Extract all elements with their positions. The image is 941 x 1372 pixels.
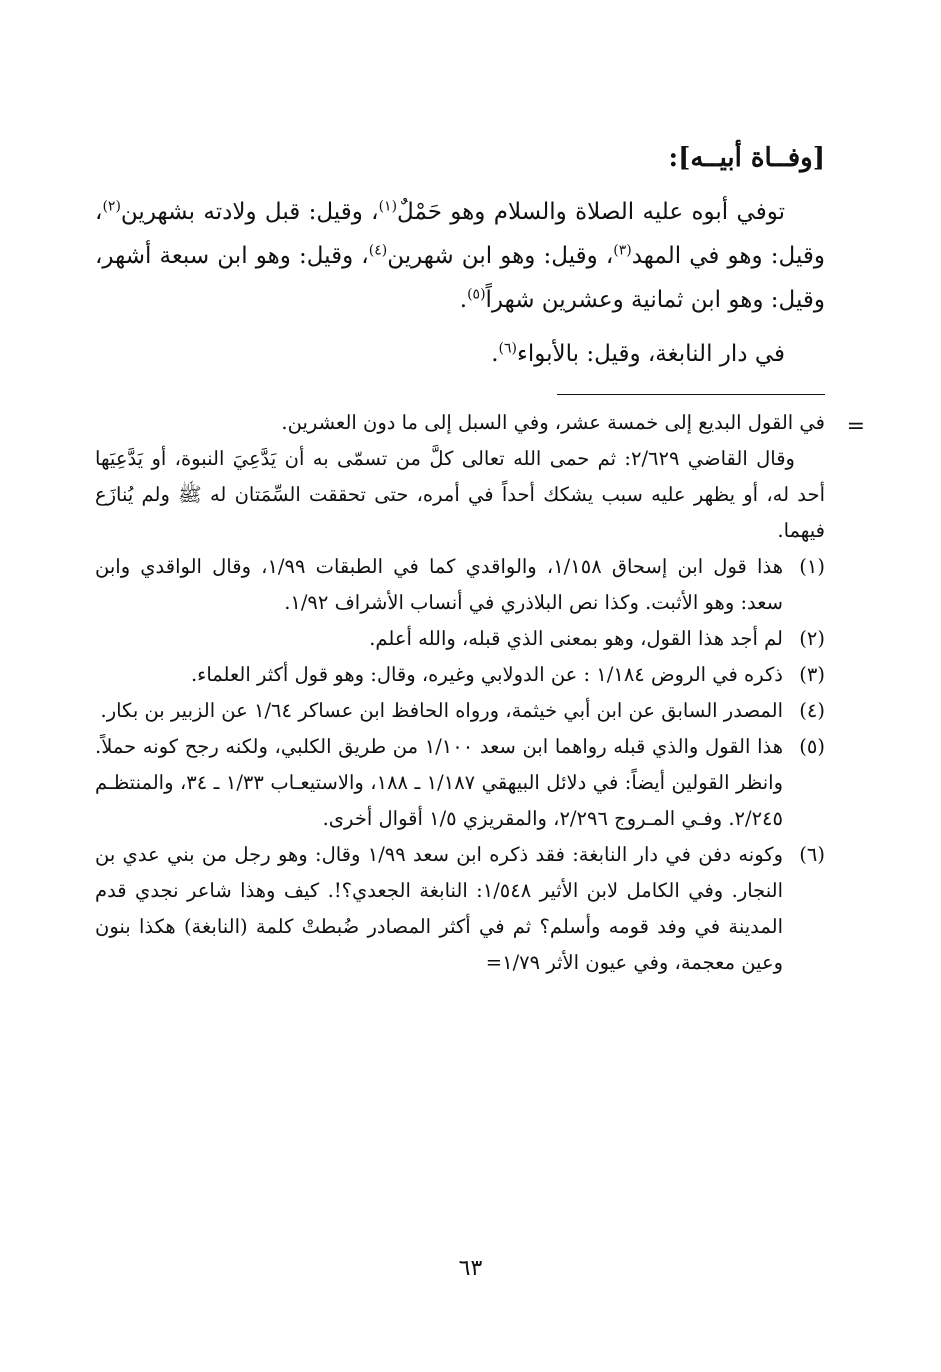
footnote-ref[interactable]: (٣) [613,242,632,259]
text-run: في دار النابغة، وقيل: بالأبواء [517,341,785,367]
page-content [95,138,865,981]
footnote-text: ذكره في الروض ١/١٨٤ : عن الدولابي وغيره، وقال: وهو قول أكثر العلماء. [190,663,783,686]
footnote-text: هذا القول والذي قبله رواهما ابن سعد ١/١٠٠ من طريق الكلبي، ولكنه رجح كونه حملاً. وانظر القولين أيضاً: في دلائل البيهقي ١/١٨٧ ـ ١٨٨، والاستيعـاب ١/٣٣ ـ ٣٤، والمنتظـم ٢/٢٤٥. وفـي المـروج ٢/٢٩٦، والمقريزي ١/٥ أقوال أخرى. [95,735,783,830]
footnote-number: (١) [799,555,825,578]
footnote-number: (٣) [799,663,825,686]
text-run: . [459,287,468,313]
footnote-ref[interactable]: (٢) [102,198,121,215]
footnote-text: هذا قول ابن إسحاق ١/١٥٨، والواقدي كما في الطبقات ١/٩٩، وقال الواقدي وابن سعد: وهو الأثبت. وكذا نص البلاذري في أنساب الأشراف ١/٩٢. [95,555,783,614]
footnotes [95,405,865,981]
text-run: ، وقيل: وهو ابن سبعة أشهر، وقيل: وهو ابن ثمانية وعشرين شهراً [95,243,825,313]
footnote-ref[interactable]: (٥) [467,286,486,303]
section-heading: [وفــاة أبيــه]: [668,143,825,173]
footnote-ref[interactable]: (٤) [368,242,388,259]
footnote-continuation: وقال القاضي ٢/٦٢٩: ثم حمى الله تعالى كلَّ من تسمّى به أن يَدَّعِيَ النبوة، أو يَدَّعِيَها أحد له، أو يظهر عليه سبب يشكك أحداً في أمره، حتى تحققت السِّمَتان له ﷺ ولم يُنازَع فيهما. [95,447,825,542]
footnote-number: (٢) [799,627,825,650]
paragraph [95,190,825,322]
text-run: ، وقيل: وهو ابن شهرين [387,243,614,269]
footnote-separator [557,394,825,395]
footnote-item [95,621,825,657]
footnote-text: لم أجد هذا القول، وهو بمعنى الذي قبله، والله أعلم. [369,627,783,650]
footnote-item [95,657,825,693]
footnote-number: (٤) [799,699,825,722]
text-run: . [491,341,499,367]
footnote-number: (٥) [799,735,825,758]
text-run: ، وقيل: وهو في المهد [95,199,825,269]
footnote-item [95,693,825,729]
paragraph [95,332,825,376]
footnote-item [95,837,825,981]
footnote-text: المصدر السابق عن ابن أبي خيثمة، ورواه الحافظ ابن عساكر ١/٦٤ عن الزبير بن بكار. [100,699,783,722]
main-text [95,190,825,376]
page-number: ٦٣ [458,1256,483,1281]
footnote-ref[interactable]: (٦) [498,340,518,357]
footnote-ref[interactable]: (١) [378,198,398,215]
footnote-text: وكونه دفن في دار النابغة: فقد ذكره ابن سعد ١/٩٩ وقال: وهو رجل من بني عدي بن النجار. وفي الكامل لابن الأثير ١/٥٤٨: النابغة الجعدي؟!. كيف وهذا شاعر نجدي قدم المدينة في وفد قومه وأسلم؟ ثم في أكثر المصادر ضُبطتْ كلمة (النابغة) هكذا بنون وعين معجمة، وفي عيون الأثر ١/٧٩= [95,843,784,974]
continuation-mark: = [846,414,865,439]
text-run: توفي أبوه عليه الصلاة والسلام وهو حَمْلٌ [397,199,785,225]
footnote-continuation: في القول البديع إلى خمسة عشر، وفي السبل إلى ما دون العشرين. [281,411,825,434]
text-run: ، وقيل: قبل ولادته بشهرين [120,199,379,225]
footnote-number: (٦) [799,843,825,866]
footnote-item [95,549,825,621]
footnote-item [95,729,825,837]
